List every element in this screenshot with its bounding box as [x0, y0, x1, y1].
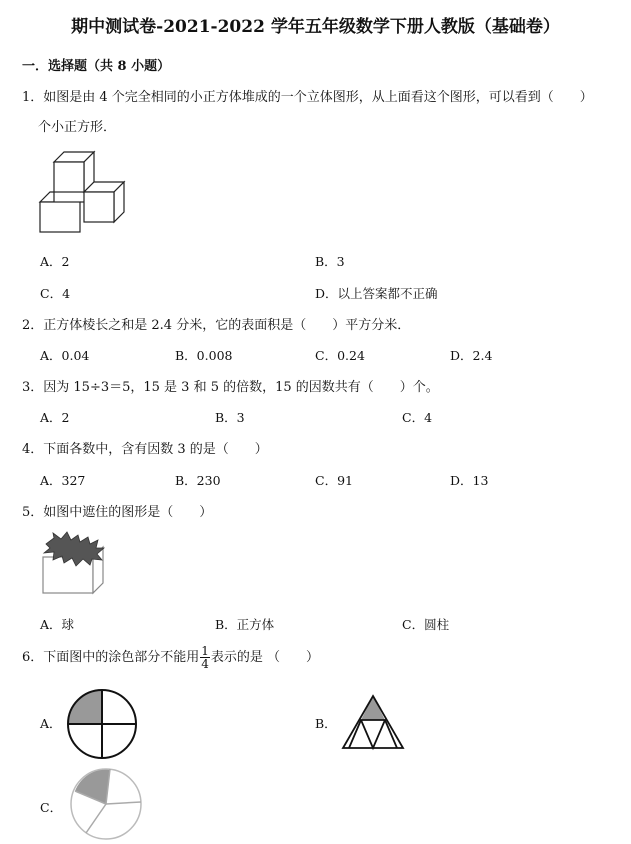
question-1-text-cont: 个小正方形． [38, 120, 117, 135]
q1-option-a: A．2 [40, 254, 70, 269]
q6-option-b: B． [315, 716, 337, 731]
covered-shape-figure [40, 532, 110, 600]
question-3-text: 3．因为 15÷3＝5，15 是 3 和 5 的倍数，15 的因数共有（ ）个。 [22, 380, 439, 395]
q2-option-b: B．0.008 [175, 348, 233, 363]
question-6-suffix: 表示的是 （ ） [210, 650, 320, 665]
subdivided-triangle-figure [340, 692, 406, 750]
q6-option-c: C． [40, 800, 63, 815]
q4-option-b: B．230 [175, 473, 221, 488]
section-heading: 一．选择题（共 8 小题） [22, 59, 171, 74]
q3-option-c: C．4 [402, 410, 433, 425]
question-6-text [22, 643, 319, 673]
q5-option-a: A．球 [40, 617, 75, 632]
q1-option-c: C．4 [40, 286, 71, 301]
q1-option-d: D．以上答案都不正确 [315, 286, 438, 301]
q2-option-a: A．0.04 [40, 348, 90, 363]
q3-option-b: B．3 [215, 410, 245, 425]
q2-option-d: D．2.4 [450, 348, 493, 363]
question-2-text: 2．正方体棱长之和是 2.4 分米，它的表面积是（ ）平方分米． [22, 318, 411, 333]
question-1-text: 1．如图是由 4 个完全相同的小正方体堆成的一个立体图形，从上面看这个图形，可以看到（ ） [22, 90, 593, 105]
q4-option-a: A．327 [40, 473, 86, 488]
cube-stack-figure [40, 150, 130, 235]
fraction-numerator: 1 [201, 644, 209, 658]
q3-option-a: A．2 [40, 410, 70, 425]
question-5-text: 5．如图中遮住的图形是（ ） [22, 505, 213, 520]
question-4-text: 4．下面各数中，含有因数 3 的是（ ） [22, 442, 268, 457]
fraction-one-quarter [200, 645, 210, 670]
question-6-prefix: 6．下面图中的涂色部分不能用 [22, 650, 200, 665]
q4-option-c: C．91 [315, 473, 353, 488]
q4-option-d: D．13 [450, 473, 489, 488]
page-title: 期中测试卷-2021-2022 学年五年级数学下册人教版（基础卷） [71, 17, 560, 37]
q1-option-b: B．3 [315, 254, 345, 269]
quartered-circle-figure [62, 684, 142, 764]
unequal-circle-figure [66, 766, 148, 844]
fraction-denominator: 4 [201, 657, 209, 671]
q5-option-c: C．圆柱 [402, 617, 450, 632]
q2-option-c: C．0.24 [315, 348, 365, 363]
q6-option-a: A． [40, 716, 62, 731]
q5-option-b: B．正方体 [215, 617, 275, 632]
